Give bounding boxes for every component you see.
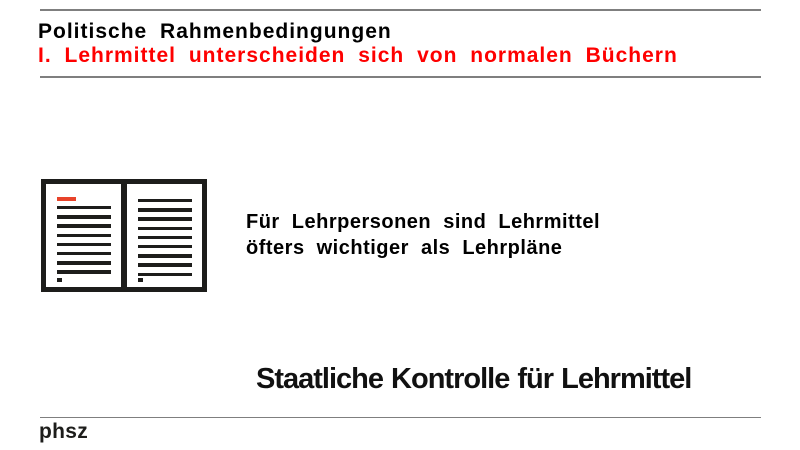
book-right-page [127,184,202,287]
phsz-logo: phsz [39,420,89,443]
open-book-icon [41,179,207,292]
slide-pretitle: Politische Rahmenbedingungen [38,20,392,43]
footer-divider [40,417,761,418]
statement-title: Staatliche Kontrolle für Lehrmittel [256,363,692,395]
caption-line-1: Für Lehrpersonen sind Lehrmittel [246,211,601,233]
caption-line-2: öfters wichtiger als Lehrpläne [246,237,563,259]
header-divider [40,76,761,78]
book-left-page [46,184,121,287]
caption-text [246,209,600,261]
top-divider [40,9,761,11]
slide-subtitle: I. Lehrmittel unterscheiden sich von normalen Büchern [38,44,678,67]
